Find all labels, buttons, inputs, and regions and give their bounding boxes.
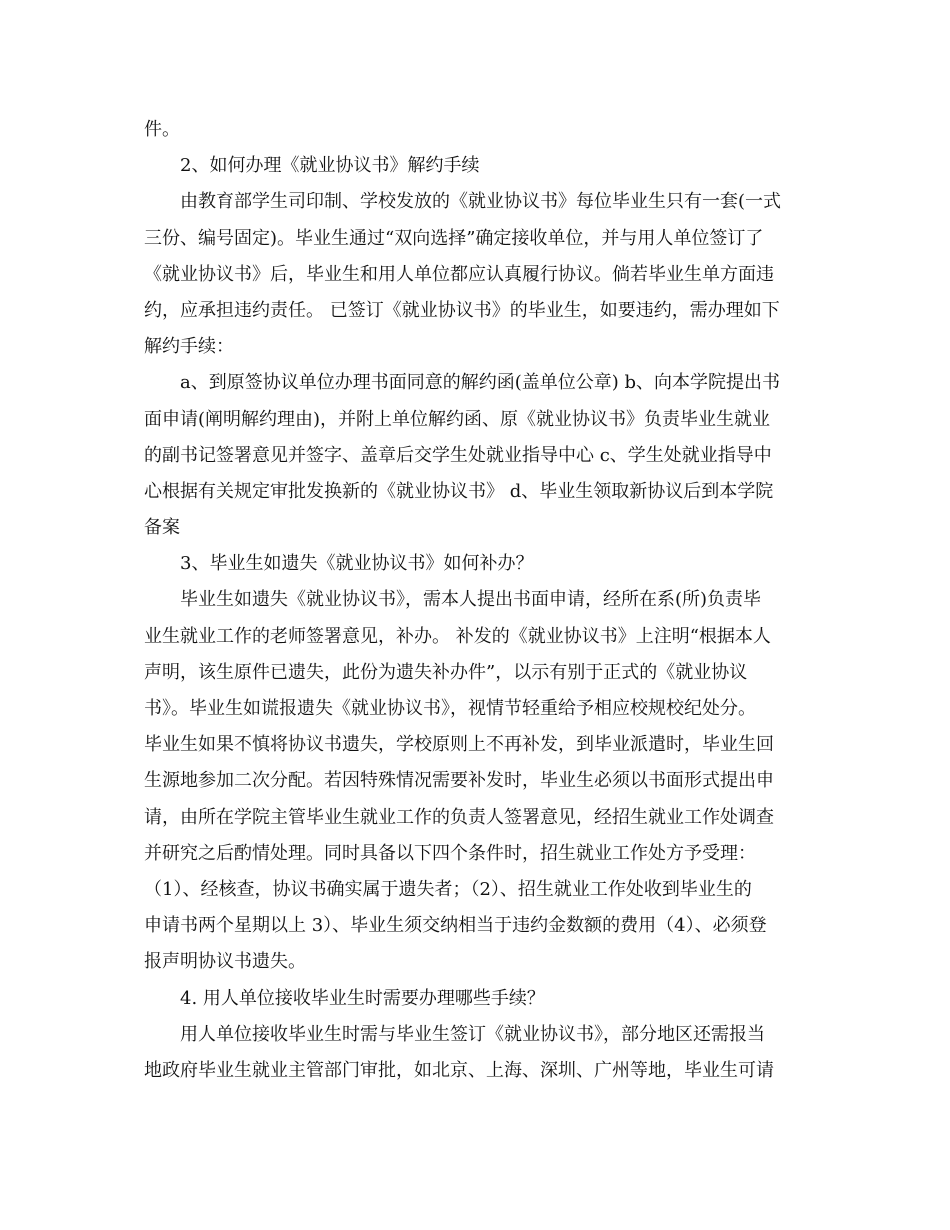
text-line: 毕业生如遗失《就业协议书》，需本人提出书面申请，经所在系(所)负责毕 — [180, 589, 762, 611]
text-line: 2、如何办理《就业协议书》解约手续 — [180, 155, 480, 177]
text-line: 三份、编号固定)。毕业生通过“双向选择”确定接收单位，并与用人单位签订了 — [144, 227, 764, 249]
text-line: a、到原签协议单位办理书面同意的解约函(盖单位公章) b、向本学院提出书 — [180, 372, 781, 394]
text-line: 件。 — [144, 119, 180, 140]
text-line: 地政府毕业生就业主管部门审批，如北京、上海、深圳、广州等地，毕业生可请 — [144, 1059, 774, 1081]
text-line: 面申请(阐明解约理由)，并附上单位解约函、原《就业协议书》负责毕业生就业 — [144, 408, 771, 430]
text-line: 生源地参加二次分配。若因特殊情况需要补发时，毕业生必须以书面形式提出申 — [144, 770, 774, 792]
text-line: 报声明协议书遗失。 — [144, 951, 306, 973]
text-line: 业生就业工作的老师签署意见，补办。 补发的《就业协议书》上注明“根据本人 — [144, 625, 771, 647]
text-line: 解约手续： — [144, 336, 234, 358]
text-line: 《就业协议书》后，毕业生和用人单位都应认真履行协议。倘若毕业生单方面违 — [144, 263, 774, 285]
text-line: 申请书两个星期以上 3）、毕业生须交纳相当于违约金数额的费用（4）、必须登 — [144, 915, 767, 937]
text-line: 并研究之后酌情处理。同时具备以下四个条件时，招生就业工作处方予受理： — [144, 842, 756, 864]
document-body — [144, 112, 810, 1089]
text-line: 请，由所在学院主管毕业生就业工作的负责人签署意见，经招生就业工作处调查 — [144, 806, 774, 828]
text-line: 由教育部学生司印制、学校发放的《就业协议书》每位毕业生只有一套(一式 — [180, 191, 782, 213]
text-line: 的副书记签署意见并签字、盖章后交学生处就业指导中心 c、学生处就业指导中 — [144, 444, 772, 466]
text-line: 约，应承担违约责任。 已签订《就业协议书》的毕业生，如要违约，需办理如下 — [144, 299, 780, 321]
text-line: 4. 用人单位接收毕业生时需要办理哪些手续？ — [180, 987, 545, 1009]
text-line: （1）、经核查，协议书确实属于遗失者；（2）、招生就业工作处收到毕业生的 — [144, 878, 752, 900]
text-line: 书》。毕业生如谎报遗失《就业协议书》，视情节轻重给予相应校规校纪处分。 — [144, 698, 756, 719]
text-line: 3、毕业生如遗失《就业协议书》如何补办？ — [180, 553, 534, 575]
text-line: 备案 — [144, 517, 180, 539]
text-line: 用人单位接收毕业生时需与毕业生签订《就业协议书》，部分地区还需报当 — [180, 1023, 765, 1045]
text-line: 声明，该生原件已遗失，此份为遗失补办件”，以示有别于正式的《就业协议 — [144, 661, 748, 683]
text-line: 心根据有关规定审批发换新的《就业协议书》 d、毕业生领取新协议后到本学院 — [144, 480, 774, 502]
text-line: 毕业生如果不慎将协议书遗失，学校原则上不再补发，到毕业派遣时，毕业生回 — [144, 734, 774, 756]
